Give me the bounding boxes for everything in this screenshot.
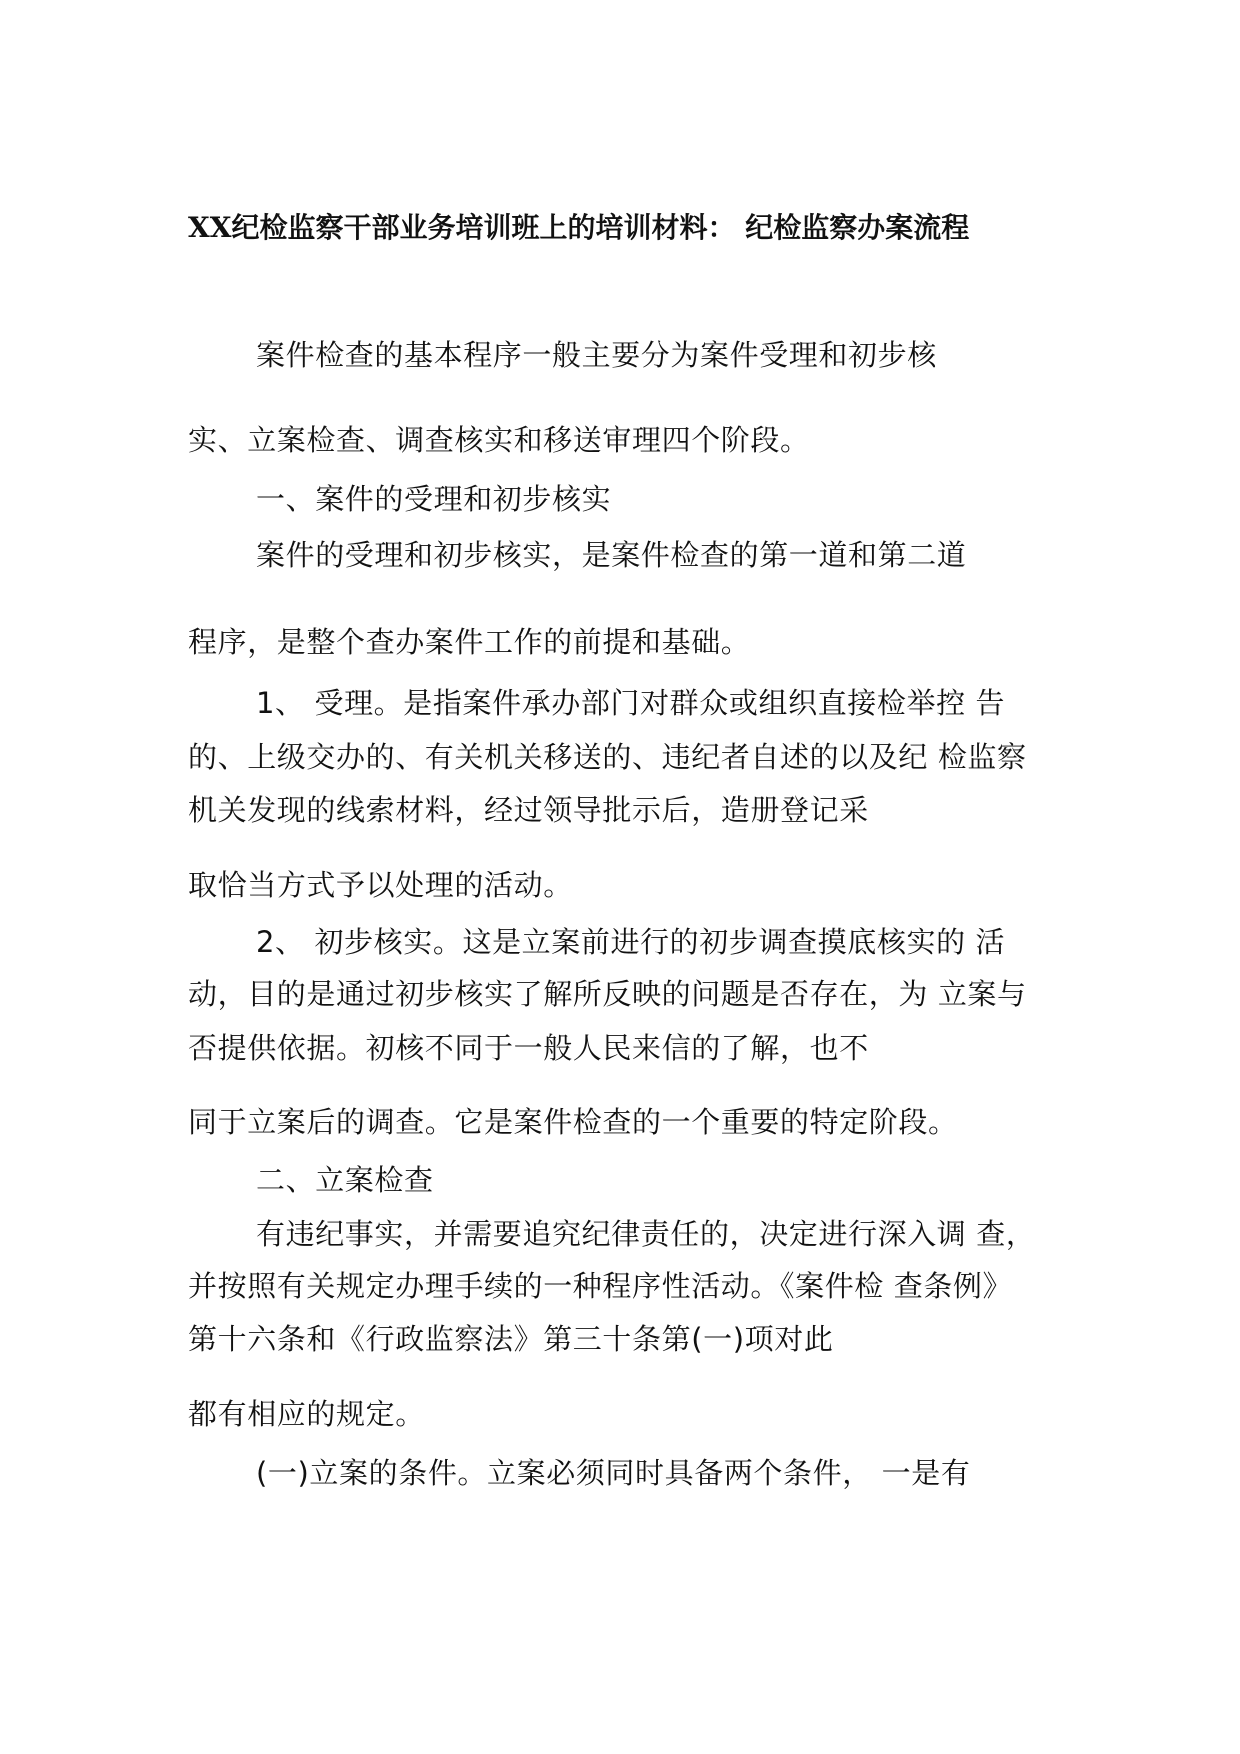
section-heading: 二、立案检查 bbox=[256, 1163, 434, 1197]
paragraph-line: 机关发现的线索材料，经过领导批示后，造册登记采 bbox=[188, 793, 869, 827]
list-item-line: (一)立案的条件。立案必须同时具备两个条件， 一是有 bbox=[256, 1456, 971, 1490]
list-item-line: 1、 受理。是指案件承办部门对群众或组织直接检举控 告 bbox=[256, 686, 1006, 720]
paragraph-line: 第十六条和《行政监察法》第三十条第(一)项对此 bbox=[188, 1322, 834, 1356]
paragraph-line: 并按照有关规定办理手续的一种程序性活动。《案件检 查条例》 bbox=[188, 1269, 1013, 1303]
paragraph-line: 案件的受理和初步核实，是案件检查的第一道和第二道 bbox=[256, 538, 967, 572]
paragraph-line: 案件检查的基本程序一般主要分为案件受理和初步核 bbox=[256, 338, 937, 372]
paragraph-line: 同于立案后的调查。它是案件检查的一个重要的特定阶段。 bbox=[188, 1105, 958, 1139]
paragraph-line: 的、上级交办的、有关机关移送的、违纪者自述的以及纪 检监察 bbox=[188, 740, 1027, 774]
paragraph-line: 都有相应的规定。 bbox=[188, 1397, 425, 1431]
section-heading: 一、案件的受理和初步核实 bbox=[256, 482, 612, 516]
paragraph-line: 否提供依据。初核不同于一般人民来信的了解，也不 bbox=[188, 1031, 869, 1065]
paragraph-line: 程序，是整个查办案件工作的前提和基础。 bbox=[188, 625, 751, 659]
paragraph-line: 有违纪事实，并需要追究纪律责任的，决定进行深入调 查， bbox=[256, 1217, 1036, 1251]
paragraph-line: 动，目的是通过初步核实了解所反映的问题是否存在，为 立案与 bbox=[188, 977, 1027, 1011]
document-title: XX纪检监察干部业务培训班上的培训材料： 纪检监察办案流程 bbox=[188, 211, 970, 244]
paragraph-line: 实、立案检查、调查核实和移送审理四个阶段。 bbox=[188, 423, 810, 457]
paragraph-line: 取恰当方式予以处理的活动。 bbox=[188, 868, 573, 902]
list-item-line: 2、 初步核实。这是立案前进行的初步调查摸底核实的 活 bbox=[256, 925, 1006, 959]
